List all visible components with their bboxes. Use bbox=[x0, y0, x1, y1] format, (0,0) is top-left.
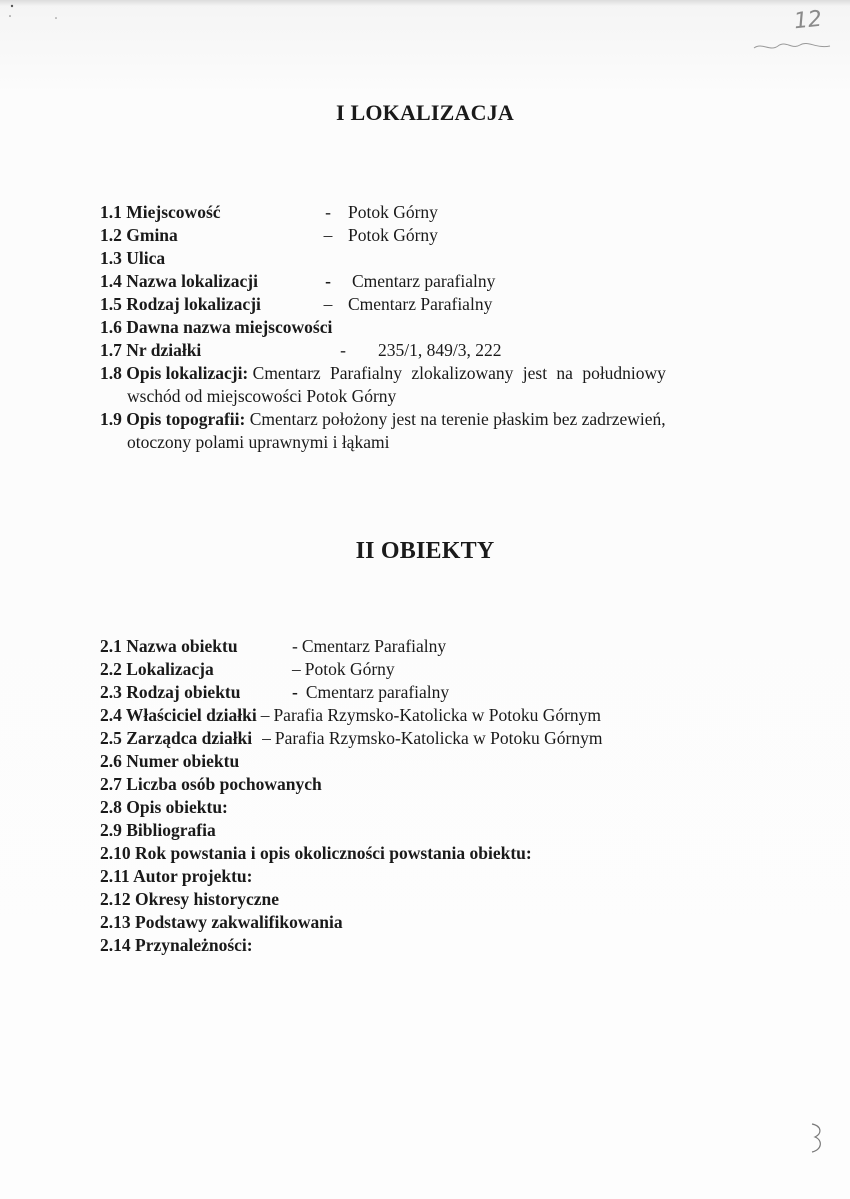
field-label: 1.2 Gmina bbox=[100, 225, 178, 245]
field-value: Parafia Rzymsko-Katolicka w Potoku Górnym bbox=[273, 705, 602, 725]
field-label: 2.7 Liczba osób pochowanych bbox=[100, 774, 322, 794]
field-separator: - bbox=[325, 271, 331, 291]
field-label: 1.8 Opis lokalizacji: bbox=[100, 363, 249, 383]
field-label: 2.12 Okresy historyczne bbox=[100, 889, 280, 909]
scan-speck-mark bbox=[8, 2, 68, 22]
section-title-lokalizacja: I LOKALIZACJA bbox=[335, 100, 515, 125]
field-label: 2.10 Rok powstania i opis okoliczności powstania obiektu: bbox=[100, 843, 532, 863]
field-value-line1: Cmentarz położony jest na terenie płaskim bez zadrzewień, bbox=[249, 409, 666, 429]
list-item bbox=[100, 293, 760, 316]
handwritten-bottom-mark bbox=[808, 1120, 826, 1156]
field-label: 2.4 Właściciel działki bbox=[100, 705, 257, 725]
field-value: Cmentarz parafialny bbox=[352, 271, 496, 291]
field-value: Cmentarz Parafialny bbox=[348, 294, 493, 314]
field-label: 1.6 Dawna nazwa miejscowości bbox=[100, 317, 333, 337]
obiekty-list bbox=[100, 635, 760, 957]
field-label: 1.4 Nazwa lokalizacji bbox=[100, 271, 258, 291]
field-label: 2.11 Autor projektu: bbox=[100, 866, 253, 886]
list-item bbox=[100, 270, 760, 293]
field-separator: – bbox=[323, 225, 333, 245]
field-label: 2.1 Nazwa obiektu bbox=[100, 636, 238, 656]
list-item bbox=[100, 865, 760, 888]
field-label: 1.5 Rodzaj lokalizacji bbox=[100, 294, 261, 314]
field-separator: - bbox=[292, 636, 298, 656]
list-item bbox=[100, 681, 760, 704]
handwritten-page-number: 12 bbox=[792, 6, 824, 35]
field-value: Potok Górny bbox=[304, 659, 395, 679]
field-separator: – bbox=[323, 294, 333, 314]
field-separator: - bbox=[340, 340, 346, 360]
list-item bbox=[100, 201, 760, 224]
field-value: Cmentarz Parafialny bbox=[301, 636, 447, 656]
list-item bbox=[100, 934, 760, 957]
field-separator: - bbox=[325, 202, 331, 222]
list-item bbox=[100, 842, 760, 865]
list-item bbox=[100, 339, 760, 362]
field-separator: – bbox=[262, 728, 271, 748]
field-label: 1.1 Miejscowość bbox=[100, 202, 221, 222]
list-item bbox=[100, 773, 760, 796]
list-item bbox=[100, 224, 760, 247]
scan-edge-shadow bbox=[0, 0, 850, 6]
field-value: 235/1, 849/3, 222 bbox=[378, 340, 502, 360]
field-value-line1: Cmentarz Parafialny zlokalizowany jest na południowy bbox=[252, 363, 666, 383]
field-label: 1.3 Ulica bbox=[100, 248, 166, 268]
field-label: 2.9 Bibliografia bbox=[100, 820, 216, 840]
field-label: 2.6 Numer obiektu bbox=[100, 751, 240, 771]
field-value-line2: otoczony polami uprawnymi i łąkami bbox=[127, 432, 390, 452]
list-item bbox=[100, 658, 760, 681]
handwritten-signature-mark bbox=[752, 40, 832, 54]
list-item bbox=[100, 635, 760, 658]
field-separator: – bbox=[292, 659, 301, 679]
field-label: 1.9 Opis topografii: bbox=[100, 409, 246, 429]
field-label: 1.7 Nr działki bbox=[100, 340, 202, 360]
list-item bbox=[100, 888, 760, 911]
field-value: Potok Górny bbox=[348, 202, 438, 222]
lokalizacja-list bbox=[100, 201, 760, 454]
section-title-obiekty: II OBIEKTY bbox=[355, 538, 495, 564]
list-item bbox=[100, 704, 760, 727]
list-item bbox=[100, 796, 760, 819]
opis-lokalizacji-paragraph bbox=[100, 362, 760, 408]
field-label: 2.13 Podstawy zakwalifikowania bbox=[100, 912, 343, 932]
field-value-line2: wschód od miejscowości Potok Górny bbox=[127, 386, 397, 406]
field-label: 2.8 Opis obiektu: bbox=[100, 797, 228, 817]
field-separator: - bbox=[292, 682, 298, 702]
field-value: Cmentarz parafialny bbox=[305, 682, 450, 702]
list-item bbox=[100, 247, 760, 270]
field-label: 2.3 Rodzaj obiektu bbox=[100, 682, 241, 702]
list-item bbox=[100, 911, 760, 934]
field-label: 2.2 Lokalizacja bbox=[100, 659, 214, 679]
field-label: 2.5 Zarządca działki bbox=[100, 728, 253, 748]
list-item bbox=[100, 819, 760, 842]
list-item bbox=[100, 316, 760, 339]
opis-topografii-paragraph bbox=[100, 408, 760, 454]
field-value: Potok Górny bbox=[348, 225, 438, 245]
list-item bbox=[100, 727, 760, 750]
field-separator: – bbox=[260, 705, 270, 725]
field-value: Parafia Rzymsko-Katolicka w Potoku Górnym bbox=[274, 728, 603, 748]
field-label: 2.14 Przynależności: bbox=[100, 935, 253, 955]
list-item bbox=[100, 750, 760, 773]
